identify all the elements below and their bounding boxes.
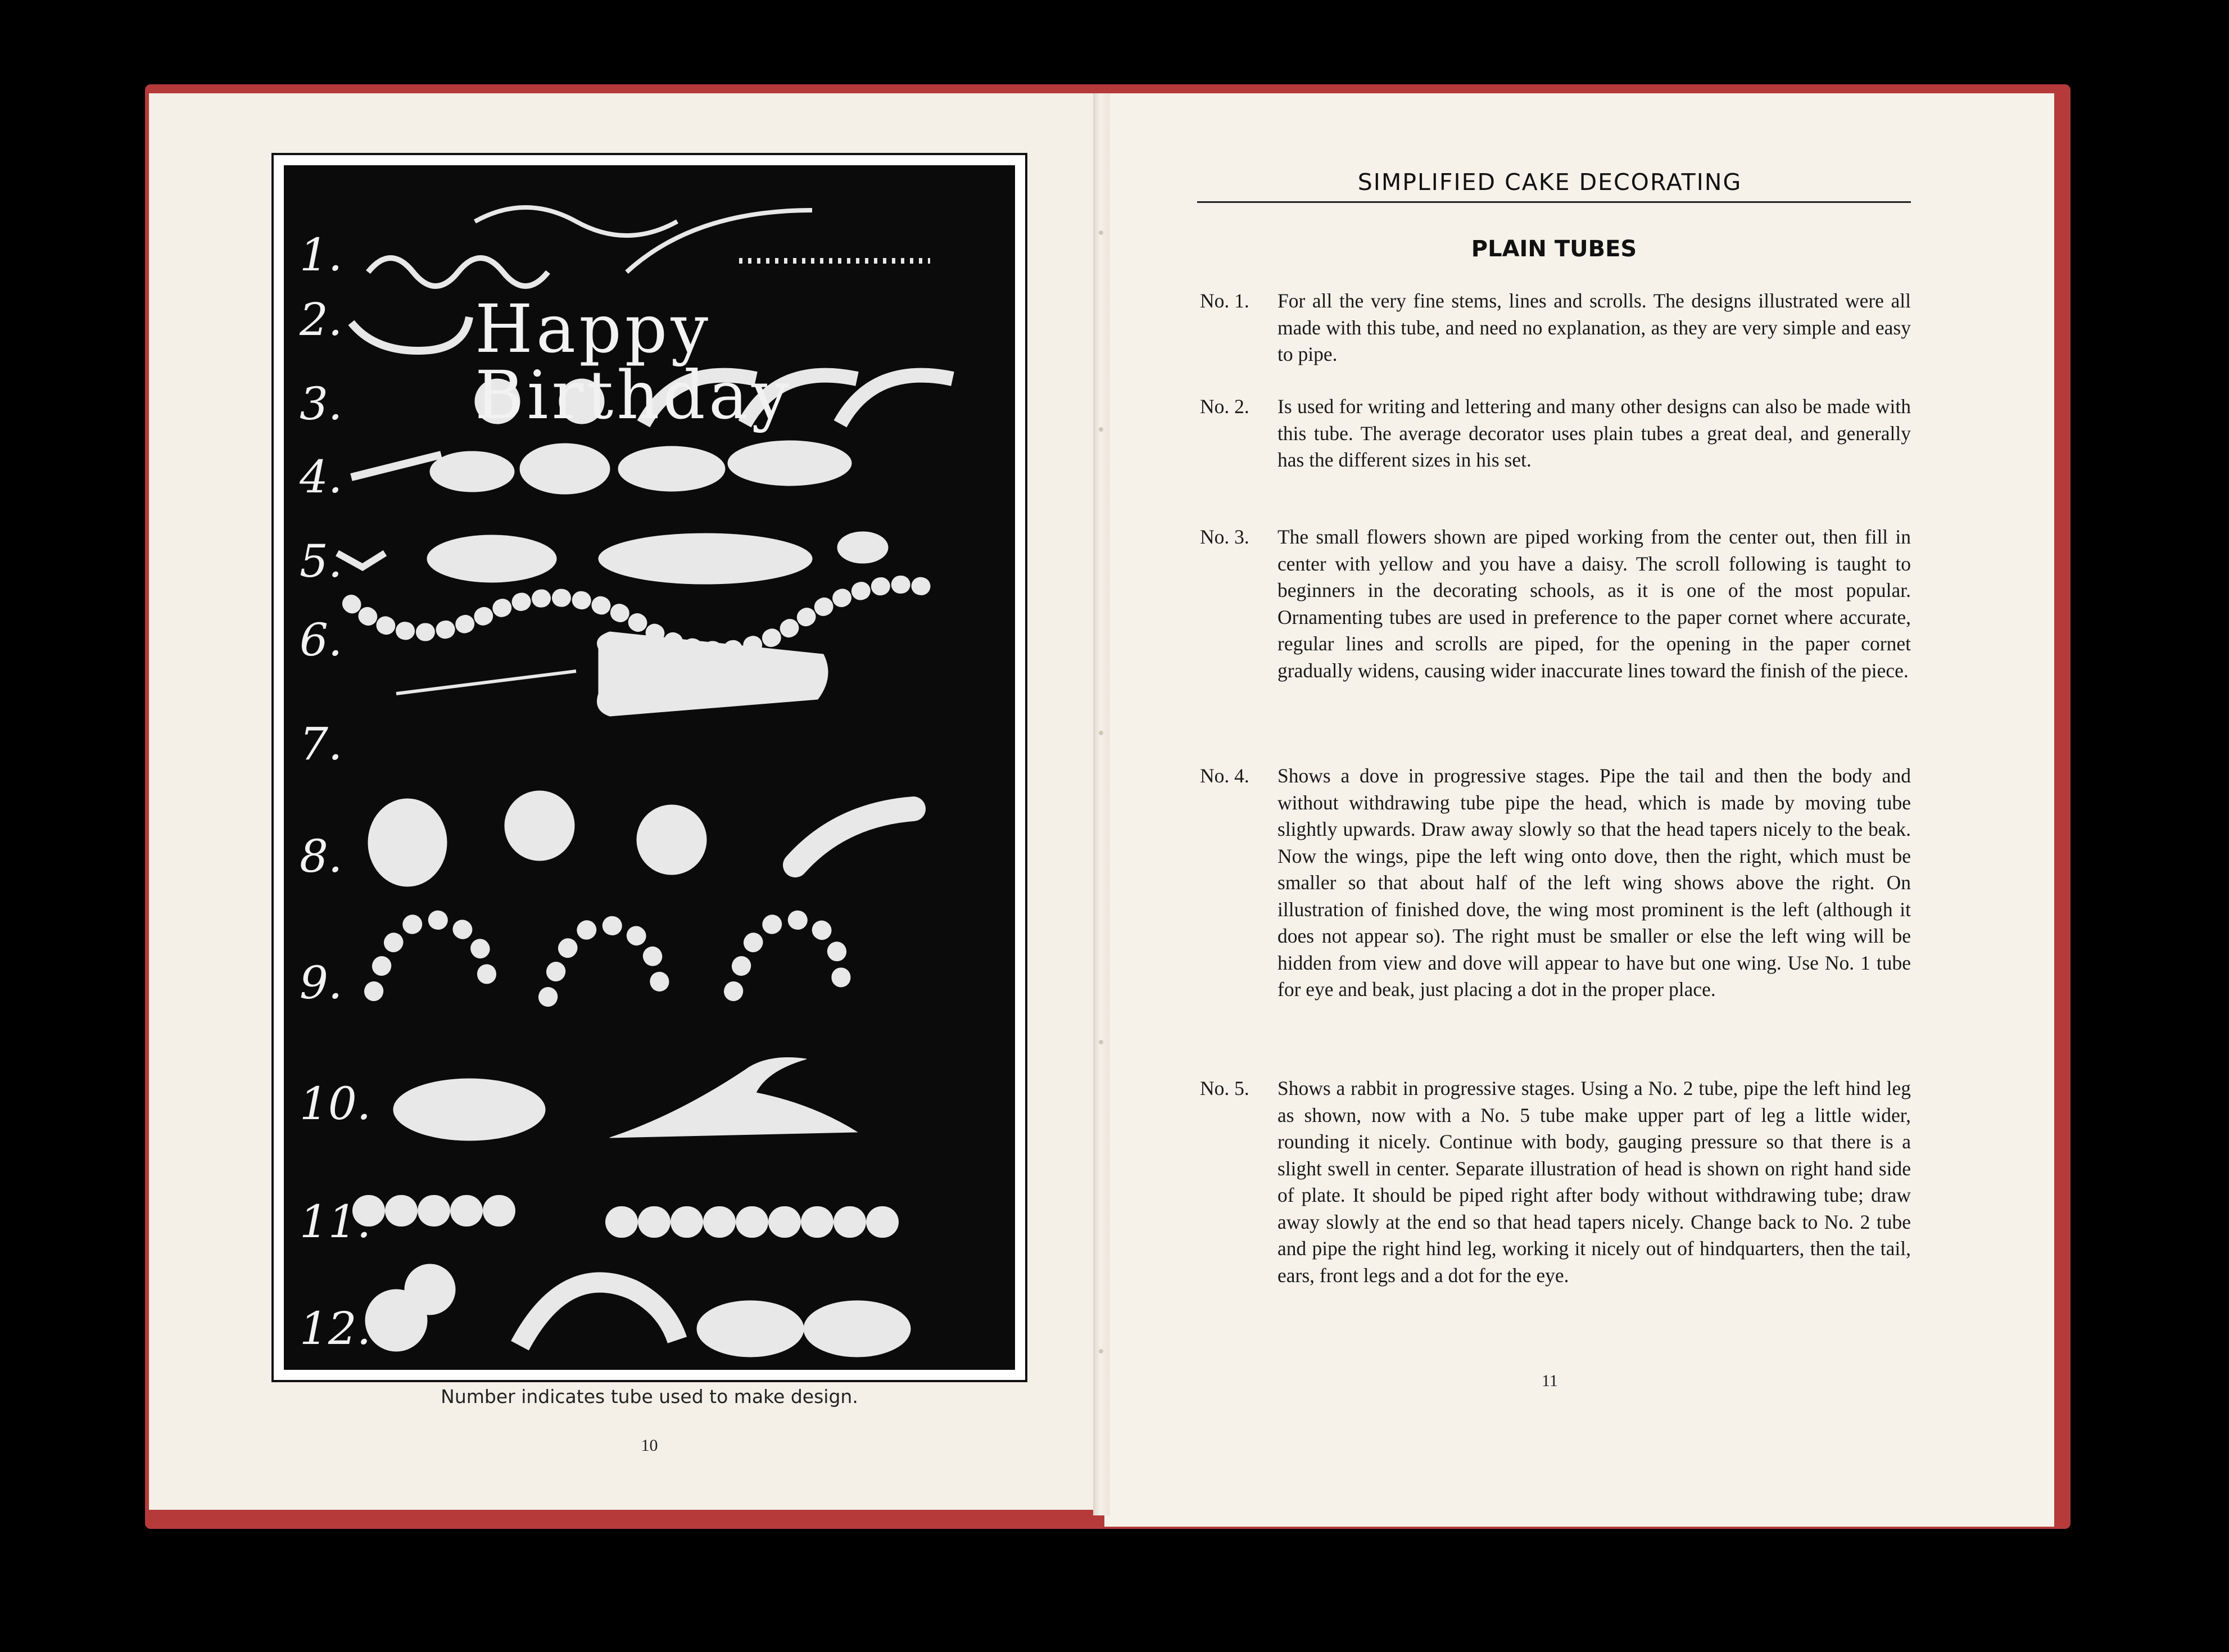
- tube-number-11: 11.: [300, 1196, 372, 1248]
- page-number-left: 10: [641, 1436, 658, 1455]
- tube-number-10: 10.: [300, 1078, 372, 1130]
- paragraph-no-1: [1200, 288, 1911, 368]
- rosette: [405, 1264, 455, 1315]
- dove-body: [430, 451, 514, 492]
- tube-number-1: 1.: [300, 229, 343, 281]
- tube-number-5: 5.: [300, 535, 343, 587]
- tube-number-8: 8.: [300, 830, 343, 882]
- tube-number-2: 2.: [300, 293, 343, 346]
- bead-arc: [374, 920, 487, 992]
- running-head: SIMPLIFIED CAKE DECORATING: [1357, 169, 1742, 196]
- tube-designs-plate: [271, 153, 1027, 1382]
- shell-border: [520, 1283, 677, 1346]
- shell-piece: [368, 799, 447, 886]
- paragraph-text: The small flowers shown are piped working from the center out, then fill in center with yellow and you have a daisy. The scroll following is taught to beginners in the decorating schools, as it is one of the most popular. Ornamenting tubes are used in preference to the paper cornet where accurate, regular lines and scrolls are piped, for the opening in the paper cornet gradually widens, causing wider inaccurate lines toward the finish of the piece.: [1277, 526, 1911, 682]
- vase: [597, 632, 828, 716]
- paragraph-no-5: [1200, 1075, 1911, 1289]
- rabbit-leg: [337, 553, 385, 567]
- paragraph-text: Shows a dove in progressive stages. Pipe the tail and then the body and without withdrawing tube pipe the head, which is made by moving tube slightly upwards. Draw away slowly so that the head tapers nicely to the beak. Now the wings, pipe the left wing onto dove, then the right, which must be smaller so that about half of the left wing shows above the right. On illustration of finished dove, the wing most prominent is the left (although it does not appear so). The right must be smaller or else the left wing will be hidden from view and dove will appear to have but one wing. Use No. 1 tube for eye and beak, just placing a dot in the proper place.: [1277, 764, 1911, 1001]
- paragraph-text: For all the very fine stems, lines and scrolls. The designs illustrated were all made with this tube, and need no explanation, as they are very simple and easy to pipe.: [1277, 289, 1911, 365]
- dove-wing: [618, 446, 725, 491]
- tube-number-6: 6.: [300, 614, 343, 666]
- plate-background: [284, 165, 1015, 1370]
- paragraph-no-4: [1200, 763, 1911, 1003]
- paragraph-text: Shows a rabbit in progressive stages. Using a No. 2 tube, pipe the left hind leg as shown, now with a No. 5 tube make upper part of leg a little wider, rounding it nicely. Continue with body, gauging pressure so that there is a slight swell in center. Separate illustration of head is shown on right hand side of plate. It should be piped right after body without withdrawing tube; draw away slowly at the end so that head tapers nicely. Change back to No. 2 tube and pipe the right hind leg, working it nicely out of hindquarters, then the tail, ears, front legs and a dot for the eye.: [1277, 1077, 1911, 1287]
- shell-piece: [505, 791, 574, 861]
- beaded-line: [475, 207, 677, 236]
- tube-number-4: 4.: [300, 451, 343, 503]
- bowl-scroll: [351, 317, 469, 351]
- shell-piece: [795, 809, 913, 865]
- figure-eight: [804, 1301, 910, 1357]
- tube-number-9: 9.: [300, 957, 343, 1009]
- book-gutter: [1093, 93, 1110, 1515]
- tube-number-7: 7.: [300, 718, 343, 770]
- figure-eight: [697, 1301, 804, 1357]
- scroll-line: [368, 258, 548, 286]
- dove-finished: [728, 441, 851, 486]
- binding-stitch: [1099, 230, 1103, 235]
- rabbit-finished: [599, 533, 812, 584]
- tube-number-3: 3.: [300, 378, 343, 430]
- binding-stitch: [1099, 731, 1103, 735]
- dove-head: [520, 443, 610, 494]
- happy-birthday-lettering: Happy Birthday: [475, 290, 792, 434]
- binding-stitch: [1099, 427, 1103, 432]
- binding-stitch: [1099, 1040, 1103, 1044]
- tube-number-12: 12.: [300, 1302, 372, 1355]
- paragraph-no-3: [1200, 524, 1911, 684]
- header-rule: [1197, 201, 1911, 203]
- paragraph-label: No. 3.: [1200, 526, 1249, 548]
- section-title: PLAIN TUBES: [1471, 236, 1637, 262]
- bead-arc: [733, 920, 841, 992]
- paragraph-label: No. 2.: [1200, 395, 1249, 418]
- swan-finished: [610, 1058, 857, 1138]
- paragraph-no-2: [1200, 393, 1911, 474]
- binding-stitch: [1099, 1349, 1103, 1354]
- flower-stems: [396, 671, 576, 694]
- rabbit-body: [427, 535, 556, 582]
- rabbit-head: [837, 532, 888, 563]
- paragraph-label: No. 4.: [1200, 764, 1249, 787]
- paragraph-label: No. 1.: [1200, 289, 1249, 312]
- plate-caption: Number indicates tube used to make design.: [441, 1386, 858, 1407]
- bead-arc: [548, 925, 660, 997]
- paragraph-text: Is used for writing and lettering and many other designs can also be made with this tube. The average decorator uses plain tubes a great deal, and generally has the different sizes in his set.: [1277, 395, 1911, 471]
- shell-piece: [637, 805, 706, 875]
- dove-tail: [351, 455, 441, 477]
- swan-body: [393, 1079, 545, 1140]
- page-number-right: 11: [1542, 1372, 1558, 1390]
- paragraph-label: No. 5.: [1200, 1077, 1249, 1099]
